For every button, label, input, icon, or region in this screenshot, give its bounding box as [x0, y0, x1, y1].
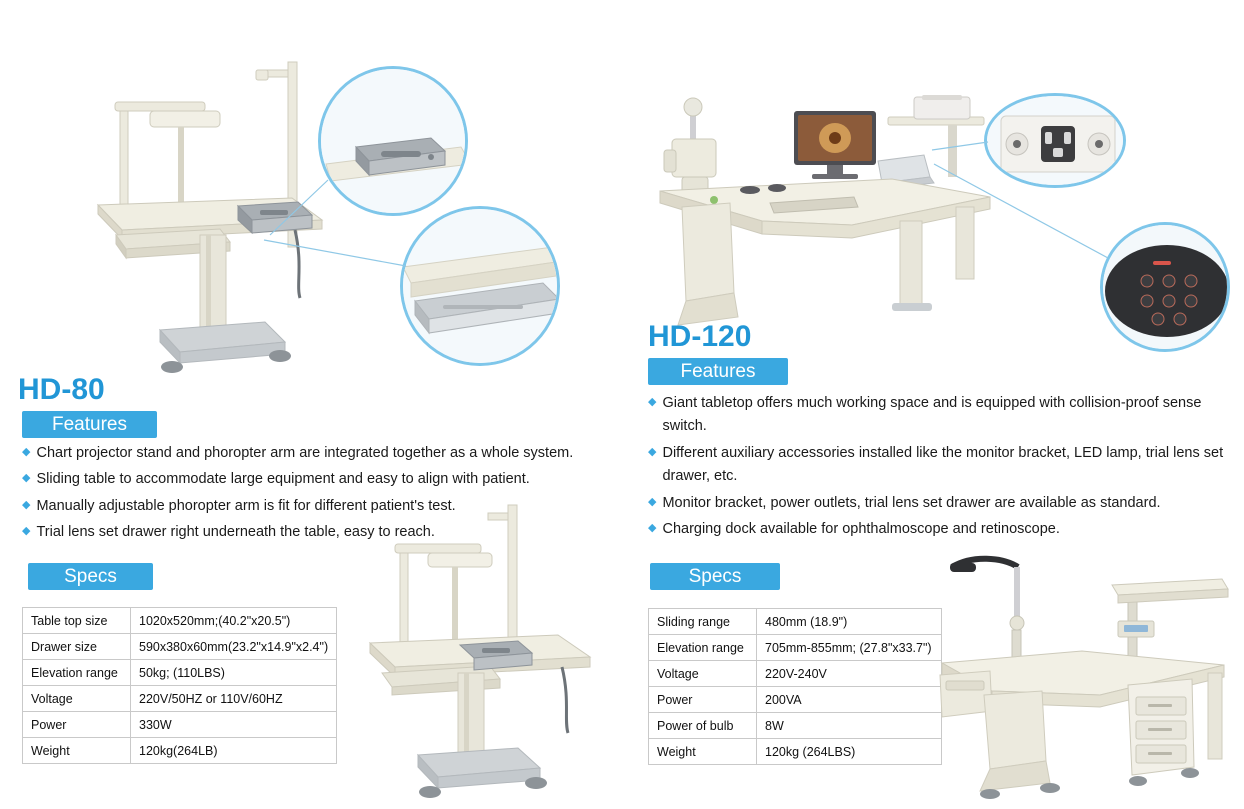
spec-value: 50kg; (110LBS) [131, 660, 337, 686]
right-specs-tab: Specs [650, 563, 780, 590]
spec-value: 220V/50HZ or 110V/60HZ [131, 686, 337, 712]
right-features-tab: Features [648, 358, 788, 385]
list-item [648, 518, 1233, 541]
table-row [649, 713, 942, 739]
feature-text: Giant tabletop offers much working space and is equipped with collision-proof sense switch. [662, 395, 1202, 435]
spec-value: 120kg(264LB) [131, 738, 337, 764]
spec-key: Voltage [649, 661, 757, 687]
feature-text: Monitor bracket, power outlets, trial lens set drawer are available as standard. [662, 494, 1161, 511]
table-row [649, 687, 942, 713]
list-item [22, 468, 612, 491]
table-row [23, 712, 337, 738]
bullet-icon: ◆ [22, 472, 31, 485]
spec-value: 120kg (264LBS) [757, 739, 942, 765]
spec-value: 480mm (18.9") [757, 609, 942, 635]
bullet-icon: ◆ [22, 498, 31, 511]
left-features-tab: Features [22, 411, 157, 438]
list-item [648, 442, 1233, 489]
spec-key: Table top size [23, 608, 131, 634]
right-model-title: HD-120 [648, 320, 752, 353]
spec-key: Drawer size [23, 634, 131, 660]
right-features-list [648, 392, 1233, 545]
spec-key: Elevation range [649, 635, 757, 661]
spec-key: Weight [23, 738, 131, 764]
table-row [649, 609, 942, 635]
bullet-icon: ◆ [648, 396, 657, 408]
spec-key: Weight [649, 739, 757, 765]
bullet-icon: ◆ [22, 446, 31, 458]
callout-leader-lines-left [250, 140, 430, 270]
bullet-icon: ◆ [648, 495, 657, 508]
table-row [23, 686, 337, 712]
table-row [23, 738, 337, 764]
bullet-icon: ◆ [648, 522, 657, 535]
spec-value: 220V-240V [757, 661, 942, 687]
spec-value: 1020x520mm;(40.2"x20.5") [131, 608, 337, 634]
bullet-icon: ◆ [648, 445, 657, 458]
table-row [23, 660, 337, 686]
left-model-title: HD-80 [18, 373, 105, 406]
feature-text: Different auxiliary accessories installed like the monitor bracket, LED lamp, trial lens set drawer, etc. [662, 444, 1224, 485]
bullet-icon: ◆ [22, 525, 31, 538]
spec-value: 8W [757, 713, 942, 739]
spec-key: Power [649, 687, 757, 713]
table-row [649, 635, 942, 661]
callout-leader-lines-right [922, 128, 1122, 288]
spec-key: Voltage [23, 686, 131, 712]
feature-text: Trial lens set drawer right underneath the table, easy to reach. [36, 524, 435, 541]
spec-key: Power of bulb [649, 713, 757, 739]
list-item [22, 442, 612, 465]
table-row [23, 634, 337, 660]
left-specs-table [22, 607, 337, 764]
list-item [648, 492, 1233, 515]
spec-key: Power [23, 712, 131, 738]
feature-text: Sliding table to accommodate large equipment and easy to align with patient. [36, 471, 530, 488]
table-row [23, 608, 337, 634]
spec-value: 590x380x60mm(23.2"x14.9"x2.4") [131, 634, 337, 660]
left-specs-tab: Specs [28, 563, 153, 590]
spec-value: 705mm-855mm; (27.8"x33.7") [757, 635, 942, 661]
spec-value: 200VA [757, 687, 942, 713]
hd120-secondary-illustration [932, 545, 1232, 809]
table-row [649, 739, 942, 765]
spec-key: Sliding range [649, 609, 757, 635]
table-row [649, 661, 942, 687]
hd80-secondary-illustration [340, 495, 620, 809]
right-specs-table [648, 608, 942, 765]
feature-text: Manually adjustable phoropter arm is fit for different patient's test. [36, 497, 456, 514]
feature-text: Charging dock available for ophthalmoscope and retinoscope. [662, 521, 1060, 538]
right-product-column [622, 0, 1244, 809]
spec-key: Elevation range [23, 660, 131, 686]
feature-text: Chart projector stand and phoropter arm are integrated together as a whole system. [36, 445, 574, 461]
spec-value: 330W [131, 712, 337, 738]
list-item [648, 392, 1233, 439]
